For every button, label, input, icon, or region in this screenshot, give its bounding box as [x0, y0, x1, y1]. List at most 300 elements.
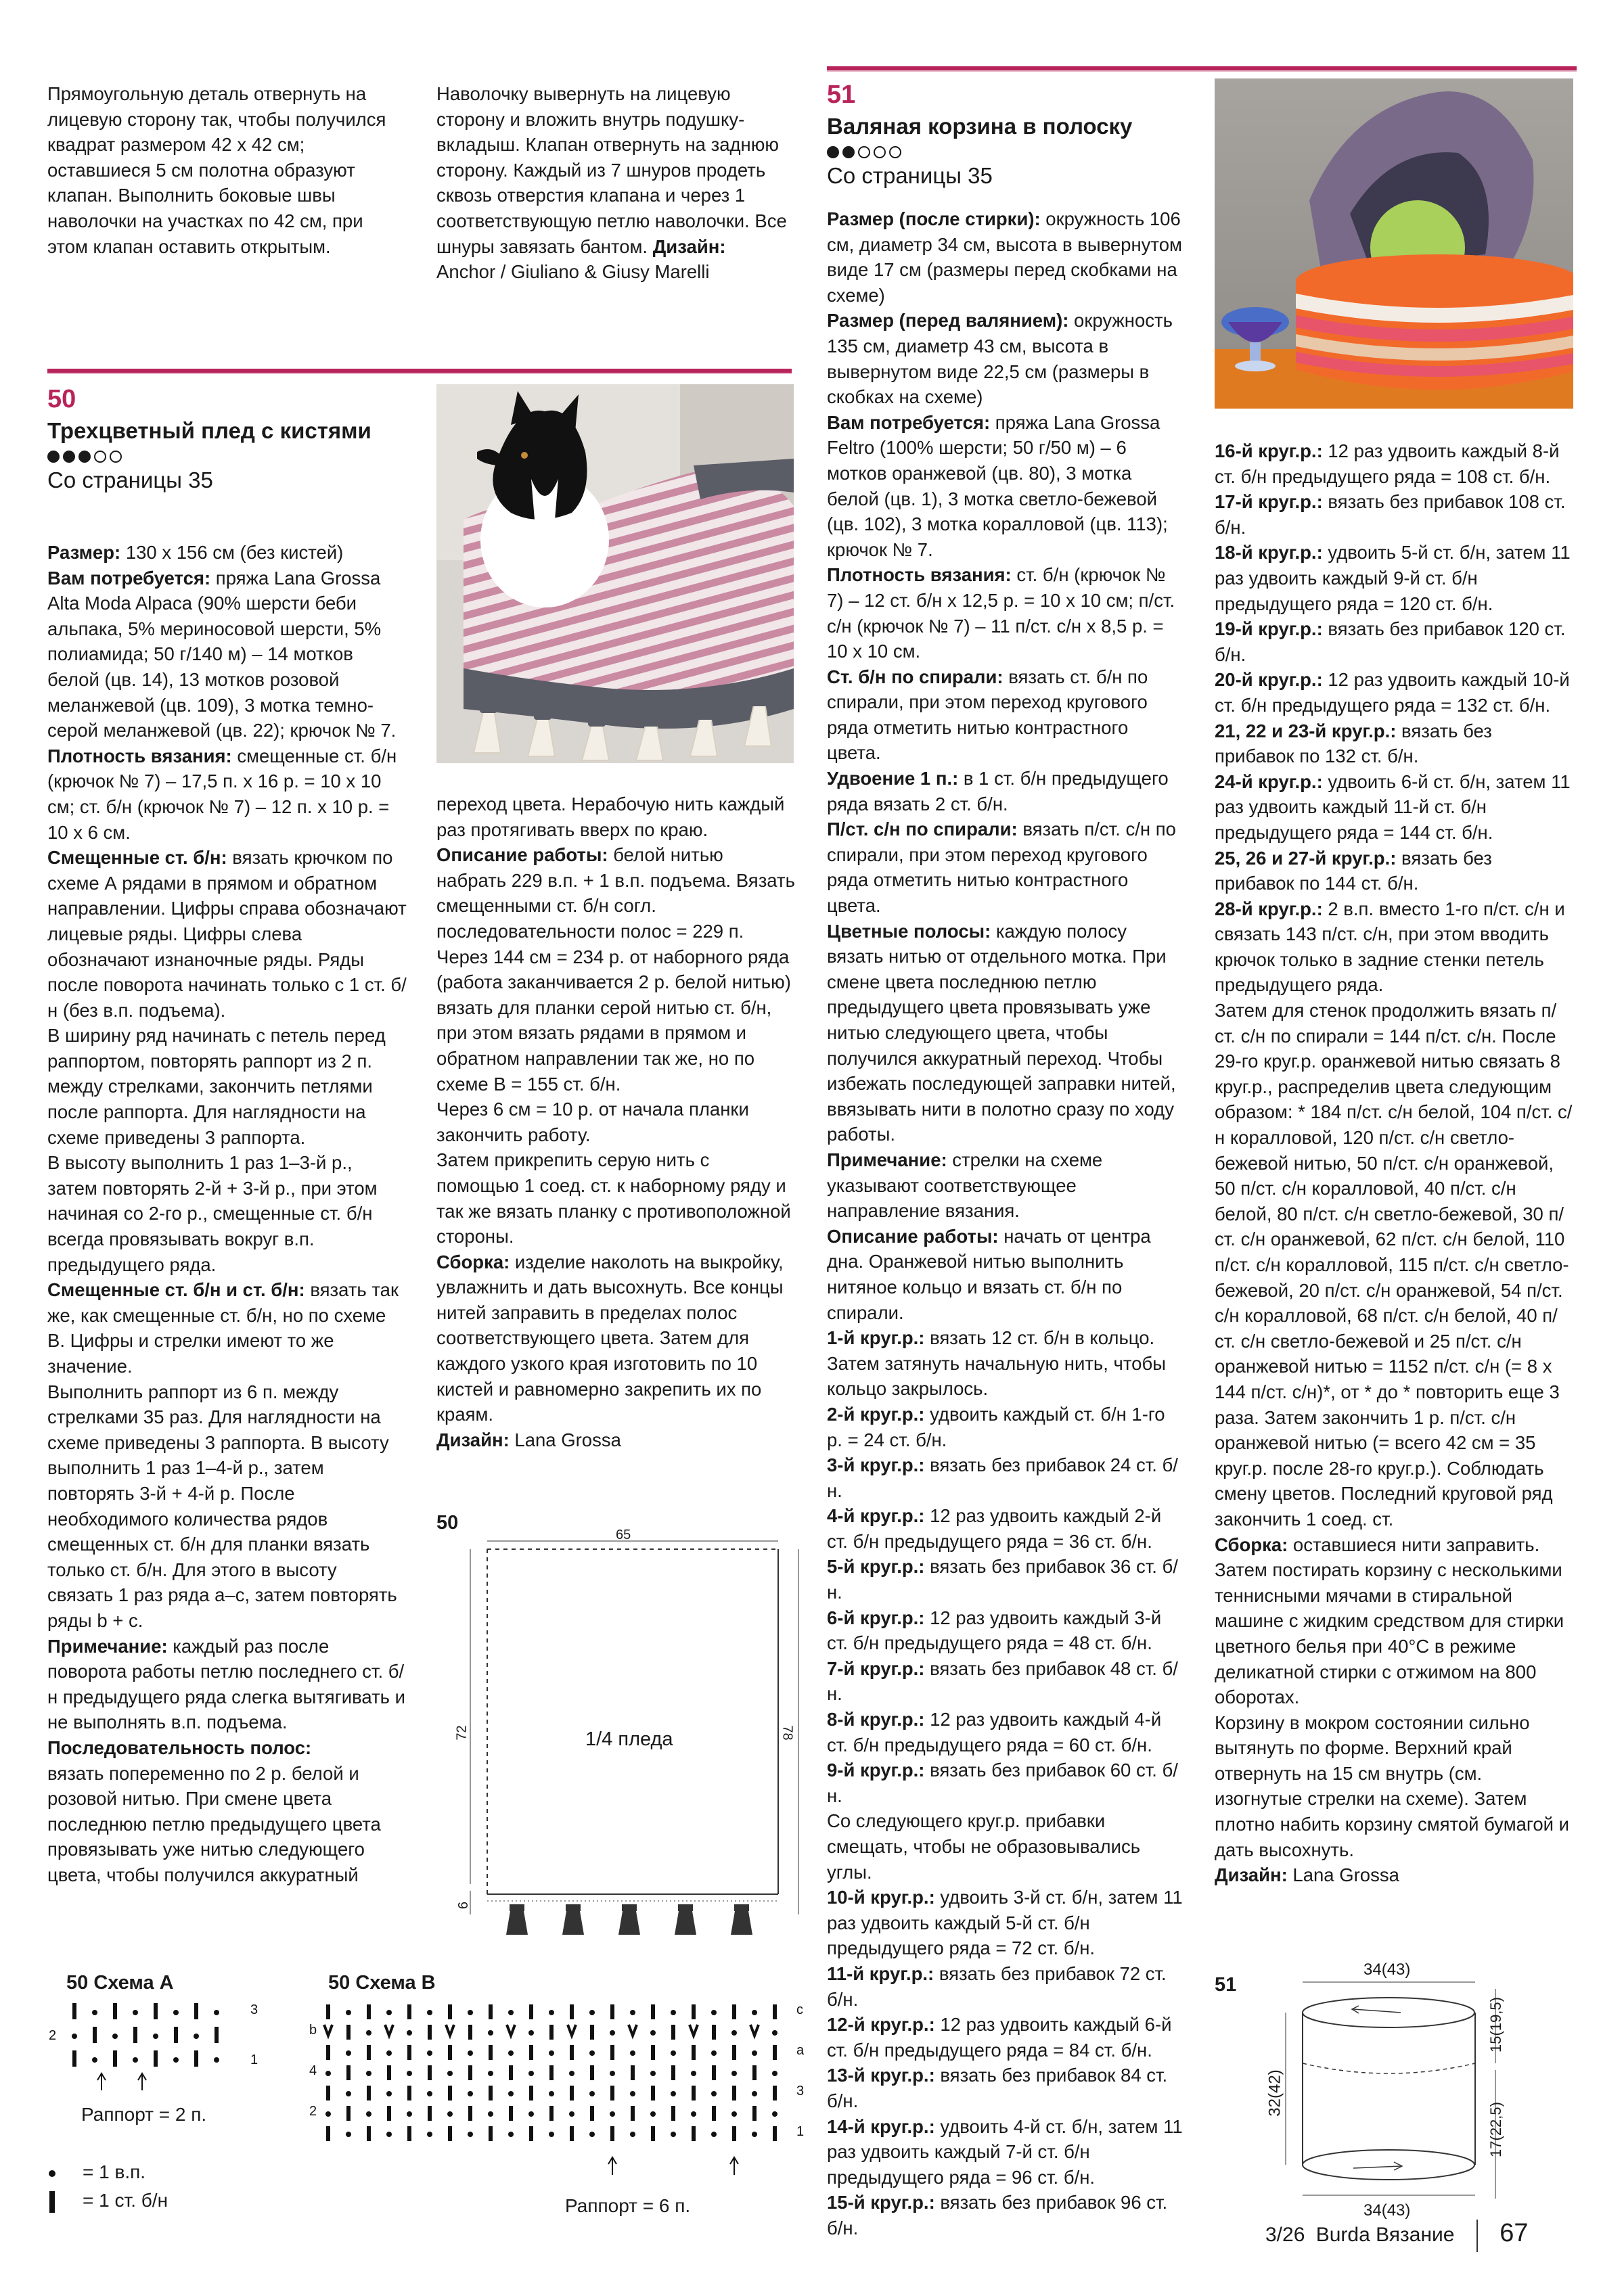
section-title: Валяная корзина в полоску [827, 114, 1133, 139]
chain-mark [386, 2050, 392, 2056]
sc-mark [773, 2126, 777, 2141]
page-number: 67 [1499, 2219, 1529, 2247]
paragraph [827, 1224, 1186, 1325]
paragraph-text: 12 раз удвоить каждый 10-й ст. б/н предыдущего ряда = 132 ст. б/н. [1215, 669, 1570, 716]
paragraph-text: вязать ст. б/н по спирали, при этом переход кругового ряда отметить нитью контрастного цвета. [827, 666, 1148, 764]
chain-mark [772, 2071, 777, 2076]
chain-mark [488, 2111, 493, 2117]
chain-mark [346, 2091, 351, 2096]
page-footer [1265, 2219, 1528, 2252]
sc-mark [468, 2106, 472, 2121]
chain-mark [386, 2132, 392, 2137]
paragraph-label: Плотность вязания: [827, 564, 1012, 586]
sc-mark [570, 2086, 574, 2100]
sc-mark [529, 2086, 533, 2100]
paragraph-text: оставшиеся нити заправить. Затем постирать корзину с несколькими теннисными мячами в стиральной машине с жидким средством для стирки цветного белья при 40°C в режиме деликатной стирки с отжимом на 800 оборотах. [1215, 1534, 1564, 1708]
chain-mark [153, 2034, 158, 2039]
paragraph-label: 7-й круг.р.: [827, 1657, 925, 1679]
paragraph-label: Дизайн: [1215, 1864, 1288, 1886]
chain-mark [427, 2132, 432, 2137]
issue-number: 3/26 [1265, 2224, 1305, 2246]
paragraph-label: 14-й круг.р.: [827, 2115, 935, 2137]
paragraph-label: 17-й круг.р.: [1215, 491, 1323, 513]
row-number: 2 [49, 2028, 57, 2043]
sc-mark [468, 2065, 472, 2080]
felted-basket-illustration [1215, 78, 1573, 409]
paragraph [827, 206, 1186, 308]
paragraph-text: В ширину ряд начинать с петель перед раппортом, повторять раппорт из 2 п. между стрелками, закончить петлями после раппорта. Для наглядности на схеме приведены 3 раппорта. [47, 1025, 386, 1148]
sc-mark [590, 2065, 594, 2080]
col2-top-body: Наволочку вывернуть на лицевую сторону и вложить внутрь подушку-вкладыш. Клапан отвернуть на заднюю сторону. Каждый из 7 шнуров продеть сквозь отверстия клапана и через 1 соответствующую петлю наволочки. Все шнуры завязать бантом. [436, 83, 787, 257]
paragraph-label: Размер (после стирки): [827, 208, 1041, 229]
pattern-center-label: 1/4 пледа [585, 1728, 673, 1750]
section-title: Трехцветный плед с кистями [47, 418, 371, 443]
paragraph [827, 1707, 1186, 1758]
sc-mark [773, 2045, 777, 2060]
row-number: a [796, 2043, 805, 2058]
paragraph [436, 791, 795, 842]
sc-mark [387, 2065, 391, 2080]
paragraph-text: пряжа Lana Grossa Feltro (100% шерсти; 50 г/50 м) – 6 мотков оранжевой (цв. 80), 3 мотка белой (цв. 1), 3 мотка светло-бежевой (цв. 102), 3 мотка коралловой (цв. 113); крючок № 7. [827, 411, 1168, 560]
chain-mark [325, 2111, 331, 2117]
paragraph-text: Lana Grossa [509, 1429, 621, 1450]
paragraph [47, 743, 407, 845]
paragraph-text: вязать без прибавок по 132 ст. б/н. [1215, 720, 1492, 767]
paragraph-text: смещенные ст. б/н (крючок № 7) – 17,5 п. x 16 р. = 10 x 10 см; ст. б/н (крючок № 7) – 12 п. x 10 р. = 10 x 6 см. [47, 745, 397, 843]
sc-mark [570, 2045, 574, 2060]
sc-mark [448, 2045, 452, 2060]
chain-mark [468, 2091, 473, 2096]
chain-mark [610, 2030, 615, 2036]
paragraph-label: Описание работы: [827, 1225, 999, 1247]
paragraph [1215, 1710, 1573, 1863]
paragraph [827, 562, 1186, 664]
chain-mark [671, 2091, 676, 2096]
paragraph [827, 1503, 1186, 1554]
chain-mark [671, 2132, 676, 2137]
sc-mark [346, 2106, 351, 2121]
sc-mark [215, 2027, 219, 2043]
chain-mark [752, 2132, 757, 2137]
difficulty-dot-filled [47, 451, 60, 463]
col2-top-text [436, 81, 788, 285]
chain-mark [92, 2010, 97, 2015]
chain-mark [447, 2111, 453, 2117]
paragraph-text: вязать без прибавок 96 ст. б/н. [827, 2192, 1168, 2238]
chain-mark [589, 2050, 595, 2056]
paragraph [827, 1325, 1186, 1402]
row-number: b [309, 2023, 317, 2038]
paragraph-label: Плотность вязания: [47, 745, 232, 766]
paragraph-text: вязать без прибавок 36 ст. б/н. [827, 1556, 1178, 1603]
sc-mark [428, 2065, 432, 2080]
paragraph-label: Примечание: [827, 1149, 947, 1170]
paragraph [1215, 769, 1573, 846]
chain-mark [549, 2010, 554, 2015]
paragraph [827, 1402, 1186, 1452]
row-number: 4 [309, 2063, 317, 2078]
paragraph-label: 5-й круг.р.: [827, 1556, 925, 1578]
paragraph-text: В высоту выполнить 1 раз 1–3-й р., затем повторять 2-й + 3-й р., при этом начиная со 2-го р., смещенные ст. б/н всегда провязывать вокруг в.п. предыдущего ряда. [47, 1152, 378, 1275]
chain-mark [549, 2091, 554, 2096]
chain-mark [711, 2010, 717, 2015]
pattern-width-label: 65 [616, 1528, 631, 1542]
difficulty-dot-empty [94, 451, 106, 463]
chain-mark [346, 2050, 351, 2056]
chain-mark [112, 2034, 118, 2039]
chain-mark [630, 2050, 635, 2056]
chain-mark [650, 2071, 656, 2076]
chain-mark [752, 2091, 757, 2096]
paragraph [827, 308, 1186, 409]
paragraph [827, 1656, 1186, 1707]
paragraph [827, 1452, 1186, 1503]
sc-mark [549, 2025, 554, 2040]
difficulty-dot-empty [110, 451, 122, 463]
sc-mark [570, 2004, 574, 2019]
chain-mark [569, 2111, 574, 2117]
col1-top-text [47, 81, 399, 259]
chain-mark [772, 2030, 777, 2036]
chain-mark [468, 2010, 473, 2015]
chain-mark [133, 2057, 138, 2063]
paragraph-text: вязать без прибавок 108 ст. б/н. [1215, 491, 1566, 538]
scheme-b-rapport: Раппорт = 6 п. [565, 2195, 691, 2216]
sc-mark [549, 2065, 554, 2080]
sc-mark [509, 2065, 513, 2080]
paragraph-text: удвоить 6-й ст. б/н, затем 11 раз удвоить каждый 11-й ст. б/н предыдущего ряда = 144 ст. б/н. [1215, 771, 1571, 843]
sc-mark [692, 2126, 696, 2141]
chain-mark [194, 2034, 199, 2039]
legend-sc: = 1 ст. б/н [47, 2186, 168, 2215]
paragraph-label: Описание работы: [436, 844, 608, 866]
sc-mark [773, 2086, 777, 2100]
chain-mark [528, 2071, 534, 2076]
v-mark [507, 2025, 515, 2036]
sc-mark [367, 2126, 371, 2141]
sc-mark [529, 2004, 533, 2019]
chain-mark [386, 2010, 392, 2015]
paragraph [436, 1147, 795, 1249]
chain-mark [407, 2111, 412, 2117]
basket-diagram-label: 51 [1215, 1974, 1237, 1996]
paragraph-text: Затем для стенок продолжить вязать п/ст. с/н по спирали = 144 п/ст. с/н. После 29-го круг.р. оранжевой нитью связать 8 круг.р., распределив цвета следующим образом: * 184 п/ст. с/н белой, 104 п/ст. с/н коралловой, 120 п/ст. с/н светло-бежевой нитью, 50 п/ст. с/н оранжевой, 50 п/ст. с/н коралловой, 40 п/ст. с/н белой, 80 п/ст. с/н светло-бежевой, 30 п/ст. с/н оранжевой, 62 п/ст. с/н белой, 110 п/ст. с/н коралловой, 115 п/ст. с/н светло-бежевой, 20 п/ст. с/н оранжевой, 54 п/ст. с/н коралловой, 68 п/ст. с/н белой, 40 п/ст. с/н светло-бежевой и 25 п/ст. с/н оранжевой нитью = 1152 п/ст. с/н (= 8 x 144 п/ст. с/н)*, от * до * повторить еще 3 раза. Затем закончить 1 р. п/ст. с/н оранжевой нитью (= всего 42 см = 35 круг.р. после 28-го круг.р.). Соблюдать смену цветов. Последний круговой ряд закончить 1 соед. ст. [1215, 1000, 1573, 1530]
chain-stitch-icon [49, 2170, 55, 2177]
difficulty-dot-empty [858, 146, 870, 158]
paragraph-label: Сборка: [436, 1251, 510, 1272]
paragraph-text: вязать 12 ст. б/н в кольцо. Затем затянуть начальную нить, чтобы кольцо закрылось. [827, 1327, 1166, 1400]
paragraph [436, 1427, 795, 1453]
paragraph-label: 21, 22 и 23-й круг.р.: [1215, 720, 1397, 741]
pattern-fringe-label: 6 [456, 1901, 472, 1910]
scheme-a-rapport: Раппорт = 2 п. [81, 2104, 207, 2125]
paragraph-text: окружность 135 см, диаметр 43 см, высота в вывернутом виде 22,5 см (размеры в скобках на схеме) [827, 310, 1173, 408]
sc-mark [610, 2004, 614, 2019]
paragraph-text: пряжа Lana Grossa Alta Moda Alpaca (90% шерсти беби альпака, 5% мериносовой шерсти, 5% полиамида; 50 г/140 м) – 14 мотков белой (цв. 14), 13 мотков розовой меланжевой (цв. 109), 3 мотка темно-серой меланжевой (цв. 22); крючок № 7. [47, 567, 397, 741]
paragraph [1215, 1532, 1573, 1710]
paragraph-text: Затем прикрепить серую нить с помощью 1 соед. ст. к наборному ряду и так же вязать планку с противоположной стороны. [436, 1149, 791, 1247]
v-mark [324, 2025, 332, 2036]
section-50-col1 [47, 540, 407, 1887]
sc-mark [113, 2050, 117, 2067]
chain-mark [508, 2091, 514, 2096]
chain-mark [589, 2132, 595, 2137]
sc-mark [610, 2045, 614, 2060]
chain-mark [427, 2091, 432, 2096]
section-number: 50 [47, 385, 76, 413]
basket-photo [1215, 78, 1573, 409]
paragraph [1215, 438, 1573, 489]
row-number: 2 [309, 2104, 317, 2119]
paragraph-label: Ст. б/н по спирали: [827, 666, 1003, 687]
paragraph [47, 1277, 407, 1379]
design-label: Дизайн: [652, 235, 726, 257]
paragraph-text: окружность 106 см, диаметр 34 см, высота в вывернутом виде 17 см (размеры перед скобками на схеме) [827, 208, 1182, 306]
sc-mark [732, 2004, 736, 2019]
diag-right-bottom-label: 17(22,5) [1487, 2102, 1504, 2157]
sc-mark [194, 2003, 198, 2019]
paragraph-label: 18-й круг.р.: [1215, 542, 1323, 564]
paragraph-text: Выполнить раппорт из 6 п. между стрелками 35 раз. Для наглядности на схеме приведены 3 раппорта. В высоту выполнить 1 раз 1–4-й р., затем повторять 3-й + 4-й р. После необходимого количества рядов смещенных ст. б/н для планки вязать только ст. б/н. Для этого в высоту связать 1 раз ряда a–c, затем повторять ряды b + c. [47, 1381, 397, 1631]
paragraph-label: 15-й круг.р.: [827, 2192, 935, 2213]
sc-mark [651, 2004, 655, 2019]
sc-mark [692, 2004, 696, 2019]
legend [47, 2158, 168, 2215]
paragraph [47, 566, 407, 743]
pattern-left-height-label: 72 [454, 1725, 470, 1741]
sc-mark [732, 2126, 736, 2141]
paragraph-text: 12 раз удвоить каждый 3-й ст. б/н предыдущего ряда = 48 ст. б/н. [827, 1607, 1162, 1654]
paragraph [1215, 846, 1573, 896]
paragraph [1215, 616, 1573, 667]
paragraph-text: вязать без прибавок 60 ст. б/н. [827, 1760, 1178, 1806]
sc-mark [671, 2065, 675, 2080]
paragraph [827, 1885, 1186, 1961]
row-number: 3 [250, 2002, 258, 2017]
chain-mark [691, 2111, 696, 2117]
sc-mark [529, 2126, 533, 2141]
paragraph [47, 1150, 407, 1277]
legend-chain: = 1 в.п. [47, 2158, 168, 2186]
paragraph-text: вязать попеременно по 2 р. белой и розовой нитью. При смене цвета последнюю петлю предыдущего цвета провязывать уже нитью следующего цвета, чтобы получился аккуратный [47, 1762, 381, 1885]
chain-mark [752, 2050, 757, 2056]
chain-mark [72, 2034, 77, 2039]
paragraph-label: Примечание: [47, 1635, 168, 1657]
section-number: 51 [827, 81, 856, 109]
paragraph-label: 20-й круг.р.: [1215, 669, 1323, 691]
paragraph-text: ст. б/н (крючок № 7) – 12 ст. б/н x 12,5 р. = 10 x 10 см; п/ст. с/н (крючок № 7) – 11 п/ст. с/н x 8,5 р. = 10 x 10 см. [827, 564, 1175, 662]
chain-mark [214, 2010, 219, 2015]
scheme-b-title: 50 Схема В [328, 1972, 436, 1994]
chain-mark [427, 2050, 432, 2056]
sc-mark [326, 2126, 330, 2141]
paragraph-label: Сборка: [1215, 1534, 1288, 1555]
chain-mark [508, 2010, 514, 2015]
row-number: 1 [250, 2052, 258, 2067]
chain-mark [711, 2091, 717, 2096]
paragraph-label: 1-й круг.р.: [827, 1327, 925, 1349]
sc-mark [407, 2004, 411, 2019]
chain-mark [92, 2057, 97, 2063]
sc-mark [72, 2003, 76, 2019]
rapport-arrow [608, 2157, 616, 2175]
paragraph-text: белой нитью набрать 229 в.п. + 1 в.п. подъема. Вязать смещенными ст. б/н согл. последовательности полос = 229 п. Через 144 см = 234 р. от наборного ряда (работа заканчивается 2 р. белой нитью) вязать для планки серой нитью ст. б/н, при этом вязать рядами в прямом и обратном направлении так же, но по схеме В = 155 ст. б/н. [436, 844, 795, 1095]
v-mark [690, 2025, 698, 2036]
sc-mark [651, 2045, 655, 2060]
chain-mark [346, 2132, 351, 2137]
paragraph [827, 1554, 1186, 1605]
sc-mark [590, 2106, 594, 2121]
from-page: Со страницы 35 [827, 163, 993, 188]
chain-mark [650, 2111, 656, 2117]
chain-mark [407, 2030, 412, 2036]
paragraph-text: 130 x 156 см (без кистей) [120, 542, 344, 563]
chain-mark [325, 2071, 331, 2076]
sc-mark [712, 2106, 716, 2121]
chain-mark [447, 2071, 453, 2076]
sc-mark [407, 2086, 411, 2100]
magazine-name: Burda Вязание [1315, 2224, 1455, 2246]
paragraph-text: вязать без прибавок 84 ст. б/н. [827, 2065, 1168, 2111]
sc-mark [154, 2050, 158, 2067]
chain-mark [610, 2111, 615, 2117]
paragraph-text: в 1 ст. б/н предыдущего ряда вязать 2 ст. б/н. [827, 768, 1169, 814]
paragraph-text: вязать без прибавок 48 ст. б/н. [827, 1657, 1178, 1705]
chain-mark [772, 2111, 777, 2117]
basket-diagram [1259, 1975, 1516, 2212]
scheme-b-chart [308, 1999, 812, 2202]
paragraph [827, 1147, 1186, 1224]
sc-mark [428, 2106, 432, 2121]
chain-mark [671, 2050, 676, 2056]
sc-mark [712, 2065, 716, 2080]
sc-mark [752, 2065, 757, 2080]
row-number: 1 [796, 2124, 805, 2139]
sc-mark [570, 2126, 574, 2141]
paragraph-label: 16-й круг.р.: [1215, 440, 1323, 461]
chain-mark [731, 2071, 737, 2076]
section-50-header [47, 384, 413, 499]
sc-mark [326, 2004, 330, 2019]
sc-mark [671, 2025, 675, 2040]
chain-mark [589, 2010, 595, 2015]
scheme-a-chart [47, 1999, 271, 2100]
sc-mark [448, 2086, 452, 2100]
paragraph-label: 8-й круг.р.: [827, 1709, 925, 1730]
row-number: c [796, 2002, 803, 2017]
sc-mark [549, 2106, 554, 2121]
chain-mark [711, 2050, 717, 2056]
chain-mark [731, 2030, 737, 2036]
sc-mark [732, 2086, 736, 2100]
paragraph [827, 1961, 1186, 2012]
paragraph-label: 9-й круг.р.: [827, 1760, 925, 1781]
paragraph-text: Через 6 см = 10 р. от начала планки закончить работу. [436, 1099, 749, 1145]
sc-mark [773, 2004, 777, 2019]
sc-mark [590, 2025, 594, 2040]
section-51-rule [827, 66, 1577, 70]
paragraph-label: 19-й круг.р.: [1215, 618, 1323, 640]
paragraph-text: Со следующего круг.р. прибавки смещать, чтобы не образовывались углы. [827, 1810, 1141, 1883]
sc-mark [367, 2045, 371, 2060]
paragraph-label: 3-й круг.р.: [827, 1454, 925, 1476]
paragraph-label: Удвоение 1 п.: [827, 768, 959, 789]
section-51-col4 [1215, 438, 1573, 1888]
paragraph-label: 24-й круг.р.: [1215, 771, 1323, 792]
v-mark [568, 2025, 576, 2036]
chain-mark [630, 2010, 635, 2015]
col1-top-paragraph: Прямоугольную деталь отвернуть на лицевую сторону так, чтобы получился квадрат размером 42 x 42 см; оставшиеся 5 см полотна образуют клапан. Выполнить боковые швы наволочки на участках по 42 см, при этом клапан оставить открытым. [47, 83, 386, 257]
diag-bottom-label: 34(43) [1363, 2201, 1411, 2220]
sc-mark [407, 2126, 411, 2141]
paragraph [827, 2012, 1186, 2063]
sc-mark [174, 2027, 178, 2043]
chain-mark [386, 2091, 392, 2096]
paragraph [827, 1758, 1186, 1808]
section-50-rule [47, 369, 792, 373]
pattern-right-height-label: 78 [780, 1725, 795, 1741]
paragraph-text: 12 раз удвоить каждый 2-й ст. б/н предыдущего ряда = 36 ст. б/н. [827, 1505, 1162, 1552]
chain-mark [731, 2111, 737, 2117]
sc-mark [489, 2004, 493, 2019]
sc-mark [692, 2086, 696, 2100]
paragraph [827, 2190, 1186, 2241]
v-mark [446, 2025, 454, 2036]
chain-mark [366, 2030, 371, 2036]
difficulty-rating [827, 146, 1206, 158]
paragraph-text: стрелки на схеме указывают соответствующее направление вязания. [827, 1149, 1103, 1222]
sc-mark [133, 2027, 137, 2043]
sc-mark [489, 2126, 493, 2141]
sc-mark [72, 2050, 76, 2067]
blanket-photo [436, 384, 794, 763]
design-value: Anchor / Giuliano & Giusy Marelli [436, 261, 710, 283]
paragraph-text: 12 раз удвоить каждый 8-й ст. б/н предыдущего ряда = 108 ст. б/н. [1215, 440, 1560, 487]
paragraph [47, 1735, 407, 1761]
paragraph [827, 919, 1186, 1147]
sc-mark [448, 2004, 452, 2019]
chain-mark [549, 2050, 554, 2056]
paragraph-text: вязать без прибавок 120 ст. б/н. [1215, 618, 1566, 665]
paragraph-label: Цветные полосы: [827, 920, 991, 942]
sc-mark [529, 2045, 533, 2060]
paragraph-label: Вам потребуется: [47, 567, 211, 589]
sc-mark [712, 2025, 716, 2040]
paragraph [827, 410, 1186, 563]
difficulty-dot-empty [889, 146, 901, 158]
paragraph-text: вязать без прибавок 24 ст. б/н. [827, 1454, 1178, 1501]
paragraph-label: 4-й круг.р.: [827, 1505, 925, 1527]
paragraph [47, 845, 407, 1023]
sc-mark [610, 2126, 614, 2141]
chain-mark [569, 2071, 574, 2076]
chain-mark [711, 2132, 717, 2137]
diag-top-label: 34(43) [1363, 1960, 1411, 1979]
paragraph-label: 13-й круг.р.: [827, 2065, 935, 2086]
from-page: Со страницы 35 [47, 467, 213, 492]
paragraph [1215, 667, 1573, 718]
col2-top-paragraph [436, 81, 788, 285]
sc-mark [326, 2045, 330, 2060]
paragraph-text: Lana Grossa [1287, 1864, 1399, 1886]
paragraph-label: 6-й круг.р.: [827, 1607, 925, 1628]
sc-mark [610, 2086, 614, 2100]
difficulty-dot-filled [63, 451, 75, 463]
chain-mark [630, 2132, 635, 2137]
paragraph [47, 1761, 407, 1888]
sc-mark [692, 2045, 696, 2060]
sc-mark [631, 2106, 635, 2121]
